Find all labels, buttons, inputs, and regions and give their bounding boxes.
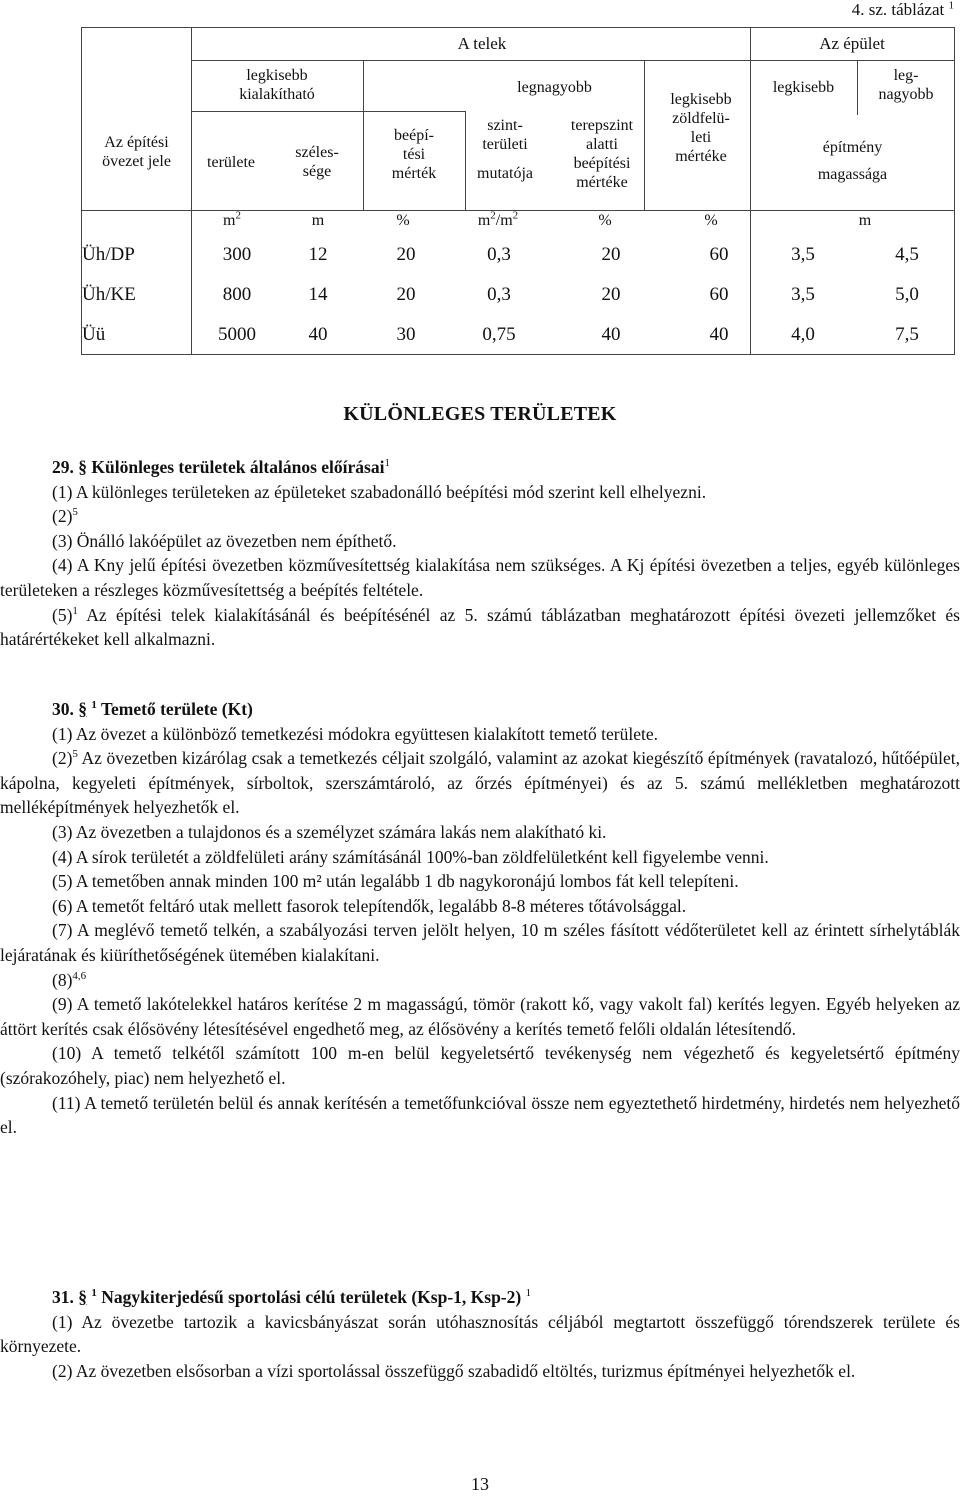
unit-height: m [858, 212, 872, 229]
s29-paragraph: $(5)^1$ Az építési telek kialakításánál és beépítésénél az 5. számú táblázatban meghatározott építési övezeti jellemzőket és határértékeket kell alkalmazni. [0, 604, 960, 650]
unit-building-ratio: % [396, 212, 410, 229]
s30-paragraph: (11) A temető területén belül és annak kerítésén a temetőfunkcióval össze nem egyeztethető hirdetmény, hirdetés nem helyezhető el. [0, 1092, 960, 1138]
s30-paragraph: (7) A meglévő temető telkén, a szabályozási terven jelölt helyen, 10 m széles fásított védőterületet kell az érintett sírhelytáblák lejáratának és kiüríthetőségének ütemében kialakítani. [0, 920, 960, 965]
unit-width: m [311, 212, 325, 229]
header-plot-group: A telek [457, 34, 507, 53]
zoning-parameters-table: Az építési övezet jele A telek Az épület legkisebb kialakítható területe széles- sége beépí- tési mérték legnagyobb szint- területi mutatója terepszint alatti beépítési mértéke legkisebb zöldfelü- leti mértéke legkisebb leg- nagyobb építmény magassága $m^2$ m % $m^2/m^2$ % % m Üh/DP 300 12 20 0,3 20 60 3,5 4,5 Üh/KE 800 14 20 0,3 20 60 3,5 5,0 Üü 5000 40 30 0,75 40 40 4,0 7,5 [81, 27, 955, 355]
unit-area: $m^2$ [223, 209, 241, 229]
header-min-height: legkisebb [772, 79, 835, 96]
header-max-height: leg- nagyobb [878, 67, 934, 103]
page-number: 13 [471, 1474, 489, 1494]
s30-paragraph: $(8)^{4,6}$ [52, 969, 87, 990]
section-29-title: 29. § Különleges területek általános előírásai$^1$ [52, 457, 390, 477]
section-31 [0, 1285, 960, 1383]
header-height-label: építmény magassága [817, 139, 888, 183]
s30-paragraph: (6) A temetőt feltáró utak mellett fasorok telepítendők, legalább 8-8 méteres tőtávolsággal. [52, 895, 687, 916]
table-label: 4. sz. táblázat $^1$ [851, 0, 954, 19]
header-underground-ratio: terepszint alatti beépítési mértéke [570, 117, 634, 191]
section-29 [0, 455, 960, 652]
s30-paragraph: (9) A temető lakótelekkel határos kerítése 2 m magasságú, tömör (rakott kő, vagy vakolt fal) kerítés legyen. Egyéb helyeken az áttört kerítés csak élősövény létesítésével engedhető meg, az élősövény a kerítés temető felőli oldalán létesítendő. [0, 994, 960, 1039]
header-area: területe [207, 154, 255, 171]
header-green-ratio: legkisebb zöldfelü- leti mértéke [670, 91, 732, 165]
header-smallest-formable: legkisebb kialakítható [239, 67, 315, 103]
unit-underground: % [598, 212, 612, 229]
header-building-group: Az épület [819, 34, 885, 53]
section-31-title: 31. § $^1$ Nagykiterjedésű sportolási célú területek (Ksp-1, Ksp-2) $^1$ [52, 1287, 532, 1307]
header-floor-area-ratio: szint- területi mutatója [477, 117, 533, 182]
header-zone-code: Az építési övezet jele [102, 134, 171, 170]
header-largest: legnagyobb [517, 79, 592, 96]
s29-paragraph: (4) A Kny jelű építési övezetben közművesítettség kialakítása nem szükséges. A Kj építési övezetben a teljes, egyéb különleges területeken a részleges közművesítettség a beépítés feltétele. [0, 555, 960, 600]
s30-paragraph: $(2)^5$ Az övezetben kizárólag csak a temetkezés céljait szolgáló, valamint az azokat kiegészítő építmények (ravatalozó, hűtőépület, kápolna, kegyeleti építmények, sírboltok, szerszámtároló, az őrzés építményei) és az 5. számú mellékletben meghatározott melléképítmények helyezhetők el. [0, 748, 960, 818]
header-building-ratio: beépí- tési mérték [391, 127, 437, 182]
header-width: széles- sége [295, 144, 339, 180]
s30-paragraph: (1) Az övezet a különböző temetkezési módokra együttesen kialakított temető területe. [52, 723, 658, 744]
s29-paragraph: (3) Önálló lakóépület az övezetben nem építhető. [52, 530, 397, 551]
section-heading: KÜLÖNLEGES TERÜLETEK [343, 403, 617, 425]
s30-paragraph: (3) Az övezetben a tulajdonos és a személyzet számára lakás nem alakítható ki. [52, 821, 607, 842]
s30-paragraph: (4) A sírok területét a zöldfelületi arány számításánál 100%-ban zöldfelületként kell figyelembe venni. [52, 846, 769, 867]
section-30 [0, 697, 960, 1140]
unit-green: % [704, 212, 718, 229]
unit-floor-area: $m^2/m^2$ [477, 209, 519, 229]
s30-paragraph: (5) A temetőben annak minden 100 m² után legalább 1 db nagykoronájú lombos fát kell telepíteni. [52, 871, 739, 892]
s29-paragraph: (1) A különleges területeken az épületeket szabadonálló beépítési mód szerint kell elhelyezni. [52, 481, 707, 502]
s30-paragraph: (10) A temető telkétől számított 100 m-en belül kegyeletsértő tevékenység nem végezhető és kegyeletsértő építmény (szórakozóhely, piac) nem helyezhető el. [0, 1043, 960, 1088]
s31-paragraph: (1) Az övezetbe tartozik a kavicsbányászat során utóhasznosítás céljából megtartott összefüggő tórendszerek területe és környezete. [0, 1311, 960, 1357]
s29-paragraph: $(2)^5$ [52, 506, 78, 527]
s31-paragraph: (2) Az övezetben elsősorban a vízi sportolással összefüggő szabadidő eltöltés, turizmus építményei helyezhetők el. [52, 1360, 856, 1381]
section-30-title: 30. § $^1$ Temető területe (Kt) [52, 699, 253, 719]
